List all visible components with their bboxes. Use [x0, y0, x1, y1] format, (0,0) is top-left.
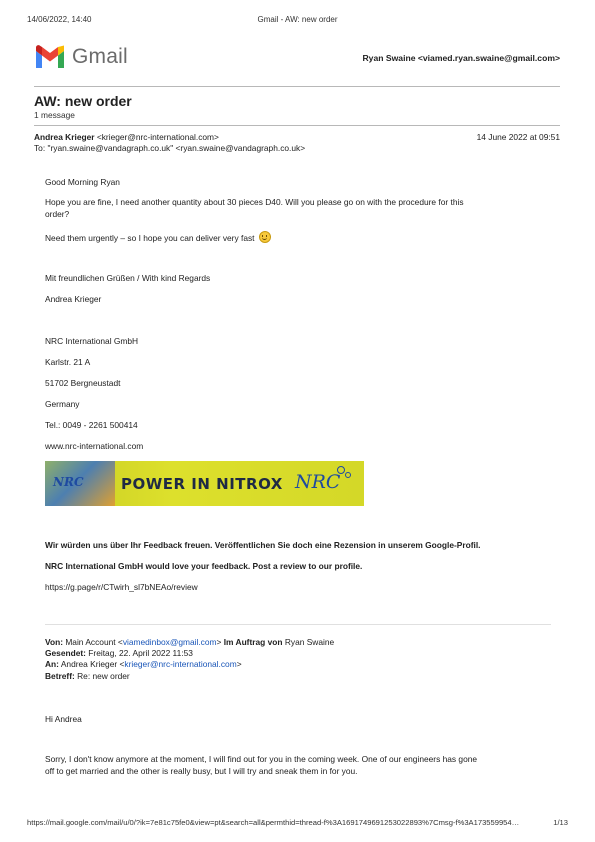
- quoted-sent-value: Freitag, 22. April 2022 11:53: [88, 648, 193, 658]
- feedback-german: Wir würden uns über Ihr Feedback freuen. Veröffentlichen Sie doch eine Rezension in unserem Google-Profil.: [45, 540, 481, 550]
- print-page-title: Gmail - AW: new order: [257, 15, 338, 24]
- print-url: https://mail.google.com/mail/u/0/?ik=7e81c75fe0&view=pt&search=all&permthid=thread-f%3A1691749691253022893%7Cmsg-f%3A173559954…: [27, 818, 520, 827]
- bubble-icon: [345, 472, 351, 478]
- quoted-on-behalf-label: Im Auftrag von: [223, 637, 283, 647]
- gmail-logo-text: Gmail: [72, 45, 128, 68]
- body-para2-text: Need them urgently – so I hope you can deliver very fast: [45, 233, 255, 243]
- message-count: 1 message: [34, 110, 75, 120]
- quoted-to-label: An:: [45, 659, 59, 669]
- signature-regards: Mit freundlichen Grüßen / With kind Regards: [45, 273, 211, 283]
- banner-logo-left: NRC: [53, 475, 84, 489]
- gmail-logo-icon: [34, 44, 66, 69]
- quoted-from-email-link[interactable]: viamedinbox@gmail.com: [122, 637, 217, 647]
- quoted-sent: [45, 648, 193, 658]
- banner-slogan: POWER IN NITROX: [121, 475, 283, 493]
- review-link[interactable]: https://g.page/r/CTwirh_sl7bNEAo/review: [45, 582, 198, 592]
- signature-city: 51702 Bergneustadt: [45, 378, 121, 388]
- quoted-from-value: Main Account <: [65, 637, 123, 647]
- body-para1-line2: order?: [45, 209, 70, 219]
- body-para2: [45, 231, 271, 243]
- quoted-to: [45, 659, 242, 669]
- account-email: Ryan Swaine <viamed.ryan.swaine@gmail.com>: [362, 53, 560, 63]
- quoted-from-close: >: [216, 637, 222, 647]
- subject-divider: [34, 125, 560, 126]
- quoted-body-line2: off to get married and the other is really busy, but I will try and sneak them in for you.: [45, 766, 358, 776]
- sender-email: <krieger@nrc-international.com>: [96, 132, 219, 142]
- header-divider: [34, 86, 560, 87]
- thread-subject: AW: new order: [34, 93, 132, 109]
- quoted-from-label: Von:: [45, 637, 63, 647]
- message-date: 14 June 2022 at 09:51: [476, 132, 560, 142]
- quoted-greeting: Hi Andrea: [45, 714, 82, 724]
- feedback-english: NRC International GmbH would love your feedback. Post a review to our profile.: [45, 561, 363, 571]
- bubble-icon: [337, 466, 345, 474]
- signature-country: Germany: [45, 399, 80, 409]
- quoted-to-email-link[interactable]: krieger@nrc-international.com: [124, 659, 237, 669]
- quoted-on-behalf-value: Ryan Swaine: [284, 637, 335, 647]
- quoted-from: [45, 637, 334, 647]
- sender-name: Andrea Krieger: [34, 132, 95, 142]
- signature-street: Karlstr. 21 A: [45, 357, 91, 367]
- signature-website-link[interactable]: www.nrc-international.com: [45, 441, 144, 451]
- print-datetime: 14/06/2022, 14:40: [27, 15, 92, 24]
- quoted-body-line1: Sorry, I don't know anymore at the moment, I will find out for you in the coming week. One of our engineers has gone: [45, 754, 478, 764]
- quoted-subject-value: Re: new order: [77, 671, 130, 681]
- message-from: [34, 132, 219, 142]
- body-greeting: Good Morning Ryan: [45, 177, 120, 187]
- signature-name: Andrea Krieger: [45, 294, 102, 304]
- body-para1-line1: Hope you are fine, I need another quantity about 30 pieces D40. Will you please go on with the procedure for this: [45, 197, 464, 207]
- print-page-number: 1/13: [553, 818, 568, 827]
- nitrox-banner[interactable]: [45, 461, 364, 506]
- quote-divider: [45, 624, 551, 625]
- quoted-sent-label: Gesendet:: [45, 648, 86, 658]
- quoted-subject: [45, 671, 130, 681]
- signature-tel[interactable]: Tel.: 0049 - 2261 500414: [45, 420, 138, 430]
- quoted-to-value: Andrea Krieger <: [60, 659, 125, 669]
- quoted-to-close: >: [236, 659, 242, 669]
- smiley-icon: [259, 231, 271, 243]
- signature-company: NRC International GmbH: [45, 336, 139, 346]
- message-to: To: "ryan.swaine@vandagraph.co.uk" <ryan.swaine@vandagraph.co.uk>: [34, 143, 306, 153]
- quoted-subject-label: Betreff:: [45, 671, 75, 681]
- banner-logo-right: NRC: [295, 471, 341, 493]
